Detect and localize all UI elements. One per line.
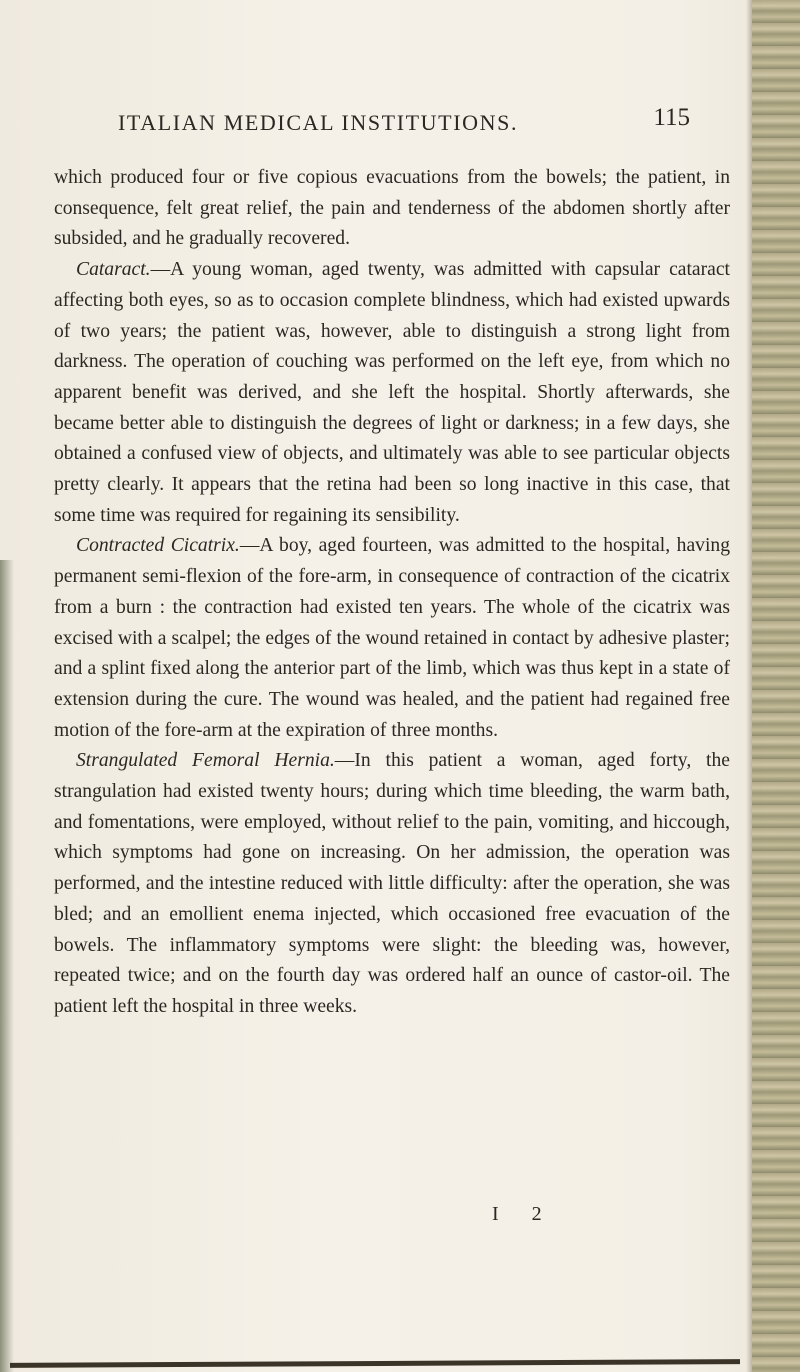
paragraph-cataract (54, 255, 730, 531)
section-heading: Contracted Cicatrix. (76, 535, 240, 557)
body-text (54, 163, 730, 1023)
running-head (118, 104, 718, 140)
section-heading: Strangulated Femoral Hernia. (76, 750, 335, 772)
page-edge-shadow (0, 560, 14, 1372)
paragraph-text: —A boy, aged fourteen, was admitted to the hospital, having permanent semi-flexion of the fore-arm, in consequence of contraction of the cicatrix from a burn : the contraction had existed ten years. The whole of the cicatrix was excised with a scalpel; the edges of the wound retained in contact by adhesive plaster; and a splint fixed along the anterior part of the limb, which was thus kept in a state of extension during the cure. The wound was healed, and the patient had regained free motion of the fore-arm at the expiration of three months. (54, 535, 730, 741)
paragraph-contracted-cicatrix (54, 531, 730, 746)
paragraph-femoral-hernia (54, 746, 730, 1022)
section-heading: Cataract. (76, 259, 151, 281)
paragraph-continuation (54, 163, 730, 255)
page-number: 115 (653, 104, 690, 131)
signature-mark: I 2 (492, 1203, 556, 1225)
paragraph-text: —In this patient a woman, aged forty, the strangulation had existed twenty hours; during which time bleeding, the warm bath, and fomentations, were employed, without relief to the pain, vomiting, and hiccough, which symptoms had gone on increasing. On her admission, the operation was performed, and the intestine reduced with little difficulty: after the operation, she was bled; and an emollient enema injected, which occasioned free evacuation of the bowels. The inflammatory symptoms were slight: the bleeding was, however, repeated twice; and on the fourth day was ordered half an ounce of castor-oil. The patient left the hospital in three weeks. (54, 750, 730, 1017)
bottom-edge-line (10, 1359, 740, 1368)
paragraph-text: which produced four or five copious evacuations from the bowels; the patient, in consequence, felt great relief, the pain and tenderness of the abdomen shortly after subsided, and he gradually recovered. (54, 167, 730, 250)
page-binding-edge (752, 0, 800, 1372)
paragraph-text: —A young woman, aged twenty, was admitted with capsular cataract affecting both eyes, so as to occasion complete blindness, which had existed upwards of two years; the patient was, however, able to distinguish a strong light from darkness. The operation of couching was performed on the left eye, from which no apparent benefit was derived, and she left the hospital. Shortly afterwards, she became better able to distinguish the degrees of light or darkness; in a few days, she obtained a confused view of objects, and ultimately was able to see particular objects pretty clearly. It appears that the retina had been so long inactive in this case, that some time was required for regaining its sensibility. (54, 259, 730, 526)
running-title: ITALIAN MEDICAL INSTITUTIONS. (118, 110, 519, 135)
